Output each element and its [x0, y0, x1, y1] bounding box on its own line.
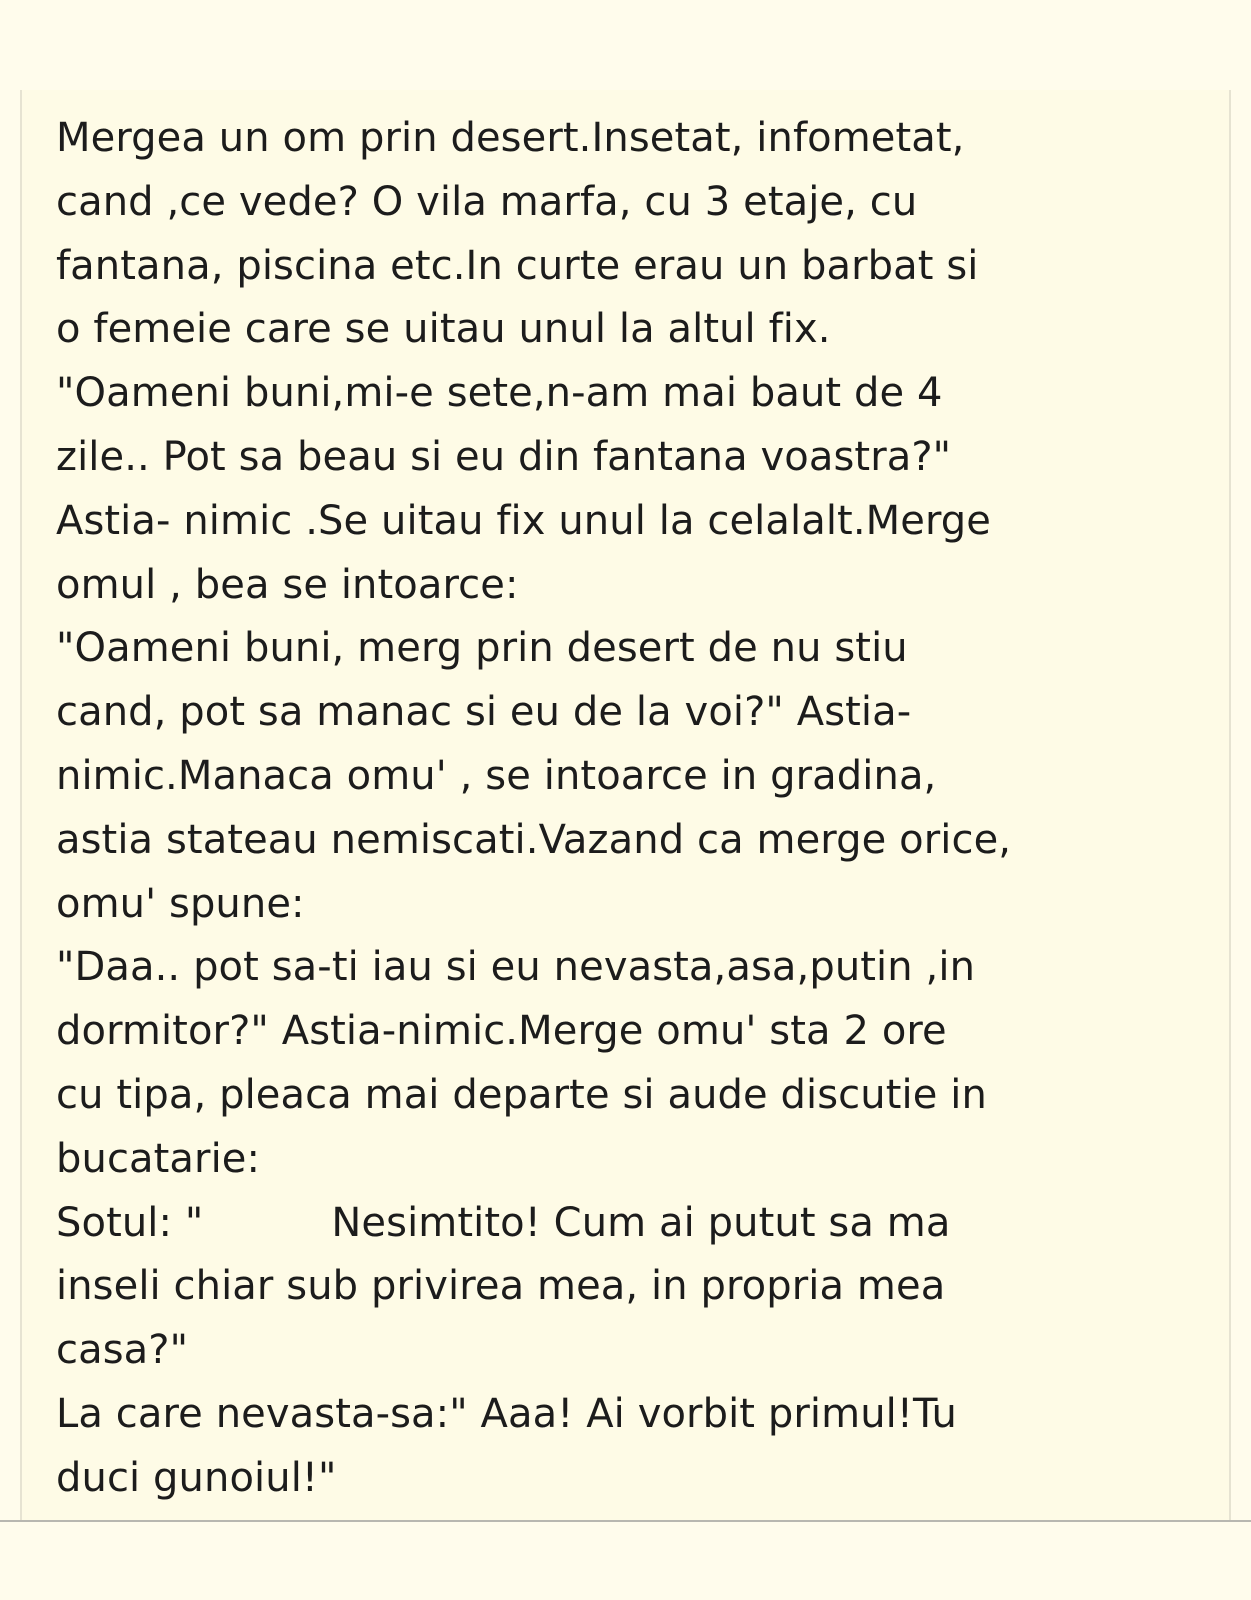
text-line: dormitor?" Astia-nimic.Merge omu' sta 2 ore	[56, 1008, 947, 1055]
text-line: cand, pot sa manac si eu de la voi?" Astia-	[56, 689, 912, 736]
text-line: zile.. Pot sa beau si eu din fantana voastra?"	[56, 433, 952, 480]
sotul-prefix: Sotul: "	[56, 1199, 204, 1246]
text-line: bucatarie:	[56, 1135, 261, 1182]
text-line: cand ,ce vede? O vila marfa, cu 3 etaje, cu	[56, 178, 918, 225]
text-line: "Oameni buni, merg prin desert de nu stiu	[56, 625, 908, 672]
text-line: astia stateau nemiscati.Vazand ca merge orice,	[56, 816, 1012, 863]
text-line: inseli chiar sub privirea mea, in propria mea	[56, 1263, 946, 1310]
text-line-sotul	[56, 1192, 1236, 1256]
text-line: "Daa.. pot sa-ti iau si eu nevasta,asa,putin ,in	[56, 944, 976, 991]
text-line: omul , bea se intoarce:	[56, 561, 519, 608]
text-line: nimic.Manaca omu' , se intoarce in gradina,	[56, 752, 937, 799]
text-line: Mergea un om prin desert.Insetat, infometat,	[56, 115, 965, 161]
text-line: cu tipa, pleaca mai departe si aude discutie in	[56, 1071, 987, 1118]
text-line: "Oameni buni,mi-e sete,n-am mai baut de 4	[56, 370, 943, 417]
text-line: fantana, piscina etc.In curte erau un barbat si	[56, 242, 979, 289]
sotul-rest: Nesimtito! Cum ai putut sa ma	[331, 1199, 951, 1246]
text-line: casa?"	[56, 1327, 189, 1374]
text-line: omu' spune:	[56, 880, 305, 927]
text-line: duci gunoiul!"	[56, 1454, 337, 1501]
bottom-divider	[0, 1520, 1251, 1522]
joke-text	[56, 107, 1236, 1511]
text-line: La care nevasta-sa:" Aaa! Ai vorbit primul!Tu	[56, 1390, 957, 1437]
text-line: Astia- nimic .Se uitau fix unul la celalalt.Merge	[56, 497, 991, 544]
text-line: o femeie care se uitau unul la altul fix.	[56, 306, 831, 353]
